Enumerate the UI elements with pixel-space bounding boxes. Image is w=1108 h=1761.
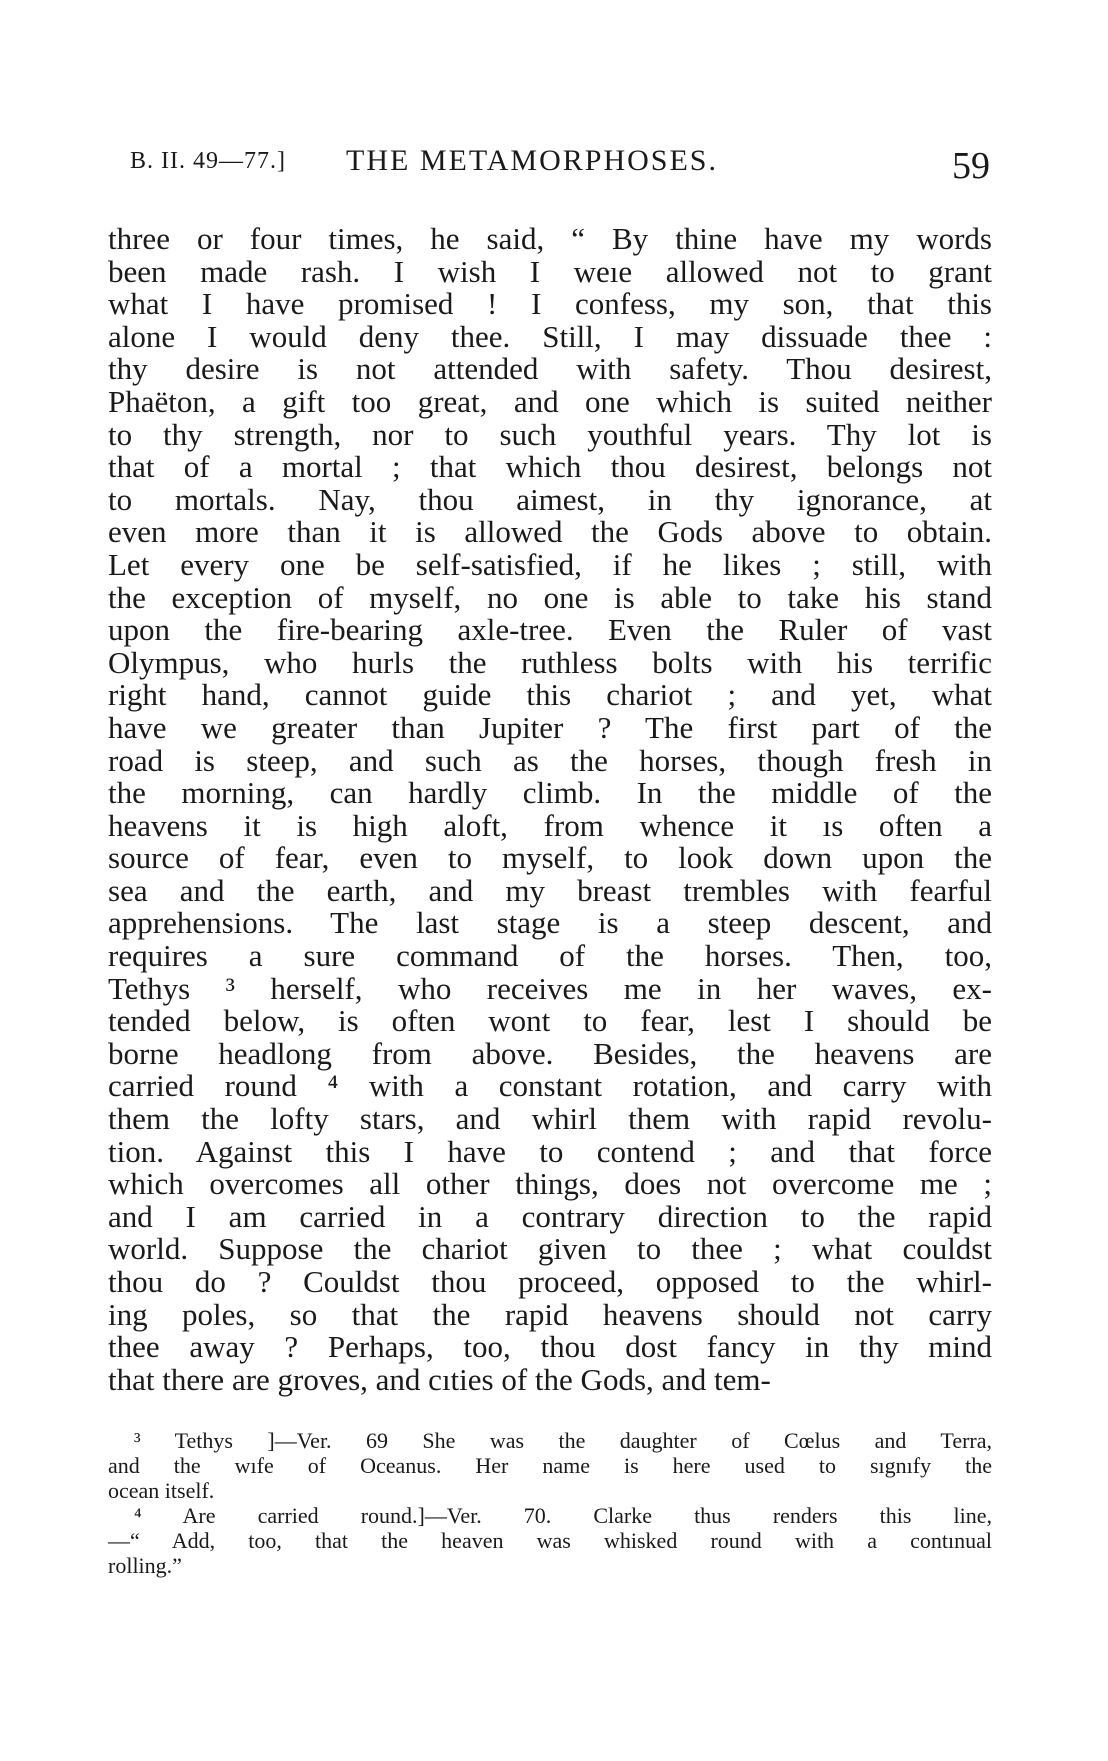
footnote-3 [108, 1428, 992, 1503]
text-line: Tethys ³ herself, who receives me in her waves, ex- [108, 970, 992, 1006]
running-header [130, 140, 990, 190]
text-line: that there are groves, and cıties of the Gods, and tem- [108, 1361, 771, 1397]
text-line: the morning, can hardly climb. In the middle of the [108, 775, 992, 811]
text-line: world. Suppose the chariot given to thee ; what couldst [108, 1231, 992, 1267]
text-line: the exception of myself, no one is able to take his stand [108, 579, 992, 615]
text-line: Phaëton, a gift too great, and one which is suited neither [108, 383, 992, 419]
footnote-line: —“ Add, too, that the heaven was whisked round with a contınual [108, 1528, 992, 1553]
text-line: heavens it is high aloft, from whence it ıs often a [108, 807, 992, 843]
text-line: sea and the earth, and my breast trembles with fearful [108, 872, 992, 908]
footnote-4 [108, 1503, 992, 1578]
text-line: even more than it is allowed the Gods above to obtain. [108, 514, 992, 550]
footnote-line: ocean itself. [108, 1478, 215, 1503]
text-line: apprehensions. The last stage is a steep descent, and [108, 905, 992, 941]
text-line: have we greater than Jupiter ? The first part of the [108, 709, 992, 745]
text-line: to mortals. Nay, thou aimest, in thy ignorance, at [108, 481, 992, 517]
page-number: 59 [952, 145, 990, 187]
footnote-line: and the wıfe of Oceanus. Her name is here used to sıgnıfy the [108, 1453, 992, 1478]
text-line: what I have promised ! I confess, my son, that this [108, 286, 992, 322]
text-line: Let every one be self-satisfied, if he likes ; still, with [108, 546, 992, 582]
text-line: road is steep, and such as the horses, though fresh in [108, 742, 992, 778]
text-line: to thy strength, nor to such youthful years. Thy lot is [108, 416, 992, 452]
text-line: which overcomes all other things, does not overcome me ; [108, 1166, 992, 1202]
text-line: carried round ⁴ with a constant rotation, and carry with [108, 1068, 992, 1104]
text-line: thee away ? Perhaps, too, thou dost fancy in thy mind [108, 1329, 992, 1365]
text-line: that of a mortal ; that which thou desirest, belongs not [108, 449, 992, 485]
text-line: been made rash. I wish I weıe allowed not to grant [108, 253, 992, 289]
footnote-line: ³ Tethys ]—Ver. 69 She was the daughter of Cœlus and Terra, [134, 1428, 992, 1453]
footnotes [108, 1428, 992, 1578]
main-text [108, 223, 992, 1396]
text-line: Olympus, who hurls the ruthless bolts with his terrific [108, 644, 992, 680]
text-line: tion. Against this I have to contend ; and that force [108, 1133, 992, 1169]
text-line: right hand, cannot guide this chariot ; and yet, what [108, 677, 992, 713]
text-line: requires a sure command of the horses. Then, too, [108, 938, 992, 974]
section-reference: B. II. 49—77.] [130, 148, 286, 174]
footnote-line: ⁴ Are carried round.]—Ver. 70. Clarke thus renders this line, [134, 1503, 992, 1528]
text-line: three or four times, he said, “ By thine have my words [108, 221, 992, 256]
text-line: borne headlong from above. Besides, the heavens are [108, 1035, 992, 1071]
text-line: thy desire is not attended with safety. Thou desirest, [108, 351, 992, 387]
running-title: THE METAMORPHOSES. [346, 144, 718, 177]
text-line: source of fear, even to myself, to look down upon the [108, 840, 992, 876]
text-line: ing poles, so that the rapid heavens should not carry [108, 1296, 992, 1332]
text-line: alone I would deny thee. Still, I may dissuade thee : [108, 318, 992, 354]
footnote-line: rolling.” [108, 1553, 182, 1578]
text-line: tended below, is often wont to fear, lest I should be [108, 1003, 992, 1039]
text-line: them the lofty stars, and whirl them with rapid revolu- [108, 1101, 992, 1137]
text-line: upon the fire-bearing axle-tree. Even the Ruler of vast [108, 612, 992, 648]
text-line: and I am carried in a contrary direction to the rapid [108, 1198, 992, 1234]
text-line: thou do ? Couldst thou proceed, opposed to the whirl- [108, 1264, 992, 1299]
